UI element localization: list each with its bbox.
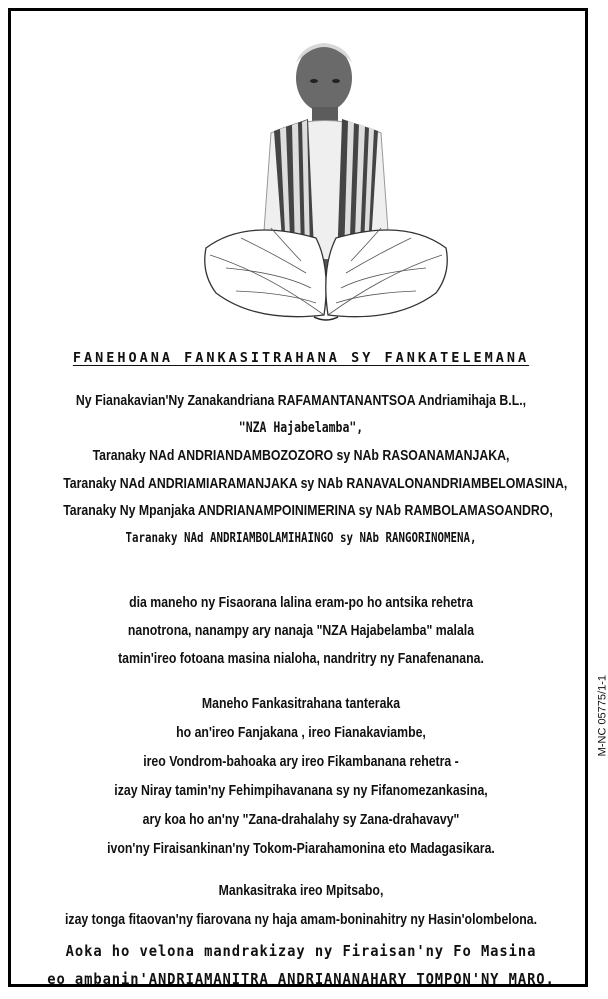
paragraph-line: ivon'ny Firaisankinan'ny Tokom-Piarahamonina eto Madagasikara. <box>107 840 495 857</box>
notice-heading: FANEHOANA FANKASITRAHANA SY FANKATELEMANA <box>72 350 530 366</box>
paragraph-line: dia maneho ny Fisaorana lalina eram-po ho antsika rehetra <box>129 594 473 611</box>
paragraph-line: Mankasitraka ireo Mpitsabo, <box>218 882 384 899</box>
paragraph-line: ireo Vondrom-bahoaka ary ireo Fikambanana rehetra - <box>143 753 459 770</box>
intro-line: "NZA Hajabelamba", <box>238 419 364 436</box>
intro-line: Ny Fianakavian'Ny Zanakandriana RAFAMANTANANTSOA Andriamihaja B.L., <box>75 392 527 409</box>
paragraph-line: izay Niray tamin'ny Fehimpihavanana sy ny Fifanomezankasina, <box>114 782 488 799</box>
gratitude-paragraph <box>11 689 591 863</box>
paragraph-line: ary koa ho an'ny "Zana-drahalahy sy Zana-drahavavy" <box>142 811 460 828</box>
doctors-paragraph <box>11 876 591 934</box>
family-intro <box>11 387 591 552</box>
intro-line: Taranaky NAd ANDRIANDAMBOZOZORO sy NAb RASOANAMANJAKA, <box>92 447 510 464</box>
intro-line: Taranaky NAd ANDRIAMBOLAMIHAINGO sy NAb RANGORINOMENA, <box>125 529 477 546</box>
paragraph-line: Maneho Fankasitrahana tanteraka <box>201 695 401 712</box>
paragraph-line: nanotrona, nanampy ary nanaja "NZA Hajabelamba" malala <box>127 622 475 639</box>
closing-line: eo ambanin'ANDRIAMANITRA ANDRIANANAHARY TOMPON'NY MARO. <box>47 970 555 988</box>
thanks-paragraph <box>11 589 591 673</box>
paragraph-line: ho an'ireo Fanjakana , ireo Fianakaviambe, <box>176 724 426 741</box>
portrait-photo <box>196 23 456 333</box>
reference-code: M-NC 05775/1-1 <box>596 675 608 757</box>
paragraph-line: izay tonga fitaovan'ny fiarovana ny haja amam-boninahitry ny Hasin'olombelona. <box>65 911 537 928</box>
closing-line: Aoka ho velona mandrakizay ny Firaisan'ny Fo Masina <box>65 942 537 960</box>
notice-frame <box>8 8 588 987</box>
paragraph-line: tamin'ireo fotoana masina nialoha, nandritry ny Fanafenanana. <box>118 650 484 667</box>
closing-blessing <box>11 937 591 993</box>
intro-line: Taranaky NAd ANDRIAMIARAMANJAKA sy NAb RANAVALONANDRIAMBELOMASINA, <box>63 474 568 492</box>
intro-line: Taranaky Ny Mpanjaka ANDRIANAMPOINIMERINA sy NAb RAMBOLAMASOANDRO, <box>63 502 553 519</box>
